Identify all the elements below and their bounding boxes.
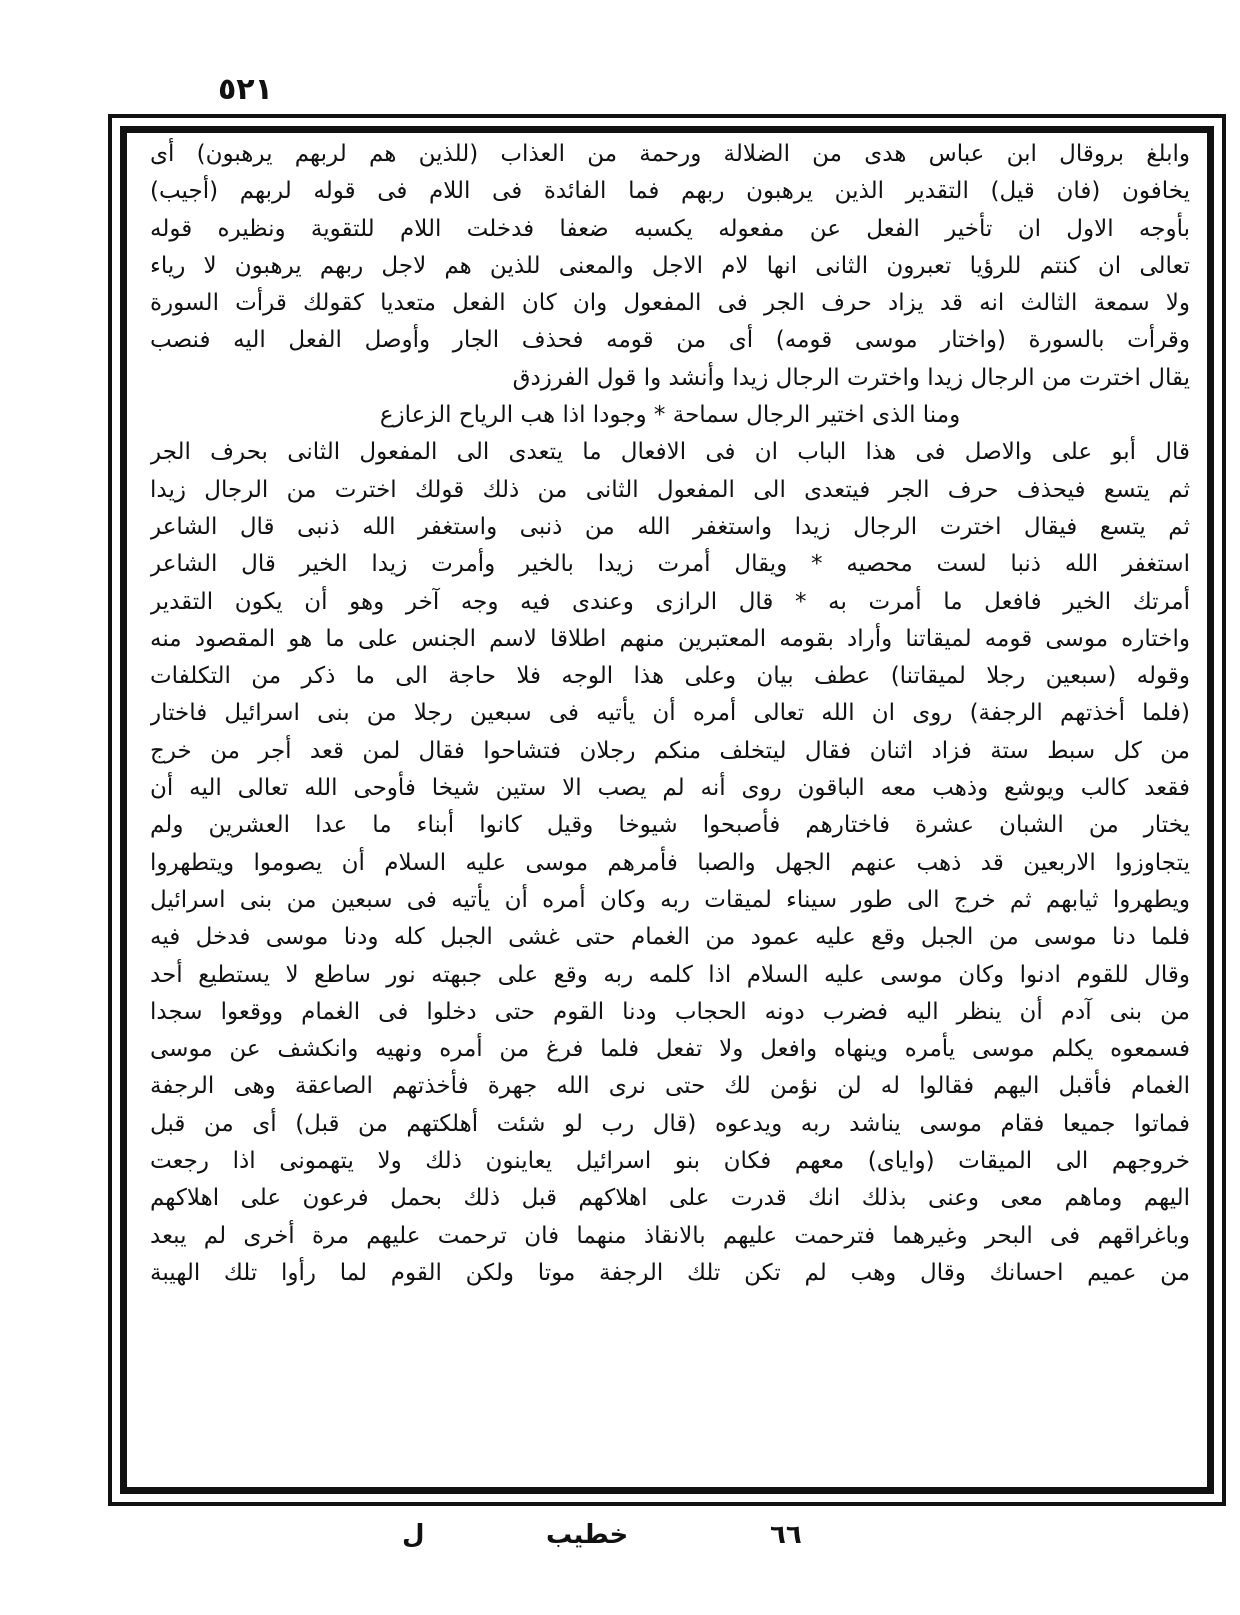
text-line: أمرتك الخير فافعل ما أمرت به * قال الرازى وعندى فيه وجه آخر وهو أن يكون التقدير (150, 588, 1190, 615)
text-line: ويطهروا ثيابهم ثم خرج الى طور سيناء لميقات ربه وكان أمره أن يأتيه فى سبعين من بنى اسرائيل (150, 886, 1190, 913)
text-line: اليهم وماهم معى وعنى بذلك انك قدرت على اهلاكهم قبل ذلك بحمل فرعون على اهلاكهم (150, 1185, 1190, 1212)
text-line: الغمام فأقبل اليهم فقالوا له لن نؤمن لك حتى نرى الله جهرة فأخذتهم الصاعقة وهى الرجفة (150, 1073, 1190, 1100)
footer-letter: ل (402, 1520, 425, 1550)
text-line: ثم يتسع فيحذف حرف الجر فيتعدى الى المفعول الثانى من ذلك قولك اخترت من الرجال زيدا (150, 476, 1190, 503)
text-line: من كل سبط ستة فزاد اثنان فقال ليتخلف منكم رجلان فتشاحوا فقال لمن قعد أجر من خرج (150, 737, 1190, 764)
text-line: يختار من الشبان عشرة فاختارهم فأصبحوا شيوخا وقيل كانوا أبناء ما عدا العشرين ولم (150, 812, 1190, 839)
text-line: فسمعوه يكلم موسى يأمره وينهاه وافعل ولا تفعل فلما فرغ من أمره ونهيه وانكشف عن موسى (150, 1036, 1190, 1063)
page-footer (0, 1520, 1240, 1560)
text-line: فقعد كالب ويوشع وذهب معه الباقون روى أنه لم يصب الا ستين شيخا فأوحى الله تعالى اليه أن (150, 775, 1190, 802)
text-line: وباغراقهم فى البحر وغيرهما فترحمت عليهم بالانقاذ منهما فان ترحمت عليهم مرة أخرى لم يبعد (150, 1222, 1190, 1249)
text-line: استغفر الله ذنبا لست محصيه * ويقال أمرت زيدا بالخير وأمرت زيدا الخير قال الشاعر (150, 551, 1190, 578)
page-number: ٥٢١ (218, 72, 273, 107)
text-line: فماتوا جميعا فقام موسى يناشد ربه ويدعوه (قال رب لو شئت أهلكتهم من قبل) أى من قبل (150, 1110, 1190, 1137)
text-line: وقوله (سبعين رجلا لميقاتنا) عطف بيان وعلى هذا الوجه فلا حاجة الى ما ذكر من التكلفات (150, 663, 1190, 690)
text-body (150, 136, 1190, 1480)
text-line: واختاره موسى قومه لميقاتنا وأراد بقومه المعتبرين منهم اطلاقا لاسم الجنس على ما هو المقصود منه (150, 625, 1190, 652)
text-line: (فلما أخذتهم الرجفة) روى ان الله تعالى أمره أن يأتيه فى سبعين رجلا من بنى اسرائيل فاختار (150, 700, 1190, 727)
text-line: وابلغ بروقال ابن عباس هدى من الضلالة ورحمة من العذاب (للذين هم لربهم يرهبون) أى (150, 141, 1190, 167)
text-line: يخافون (فان قيل) التقدير الذين يرهبون ربهم فما الفائدة فى اللام فى قوله لربهم (أجيب) (150, 178, 1190, 205)
text-line: وقرأت بالسورة (واختار موسى قومه) أى من قومه فحذف الجار وأوصل الفعل اليه فنصب (150, 327, 1190, 354)
text-line: بأوجه الاول ان تأخير الفعل عن مفعوله يكسبه ضعفا فدخلت اللام للتقوية ونظيره قوله (150, 215, 1190, 242)
text-line: ثم يتسع فيقال اخترت الرجال زيدا واستغفر الله من ذنبى واستغفر الله ذنبى قال الشاعر (150, 513, 1190, 540)
text-line: وقال للقوم ادنوا وكان موسى عليه السلام اذا كلمه ربه وقع على جبهته نور ساطع لا يستطيع أحد (150, 961, 1190, 988)
text-line: يتجاوزوا الاربعين قد ذهب عنهم الجهل والصبا فأمرهم موسى عليه السلام أن يصوموا ويتطهروا (150, 849, 1190, 876)
poetry-verse: ومنا الذى اختير الرجال سماحة * وجودا اذا هب الرياح الزعازع (379, 402, 961, 429)
text-line: قال أبو على والاصل فى هذا الباب ان فى الافعال ما يتعدى الى المفعول الثانى بحرف الجر (150, 439, 1190, 466)
footer-number: ٦٦ (770, 1520, 802, 1550)
text-line: من بنى آدم أن ينظر اليه فضرب دونه الحجاب ودنا القوم حتى دخلوا فى الغمام ووقعوا سجدا (150, 998, 1190, 1025)
text-line: ولا سمعة الثالث انه قد يزاد حرف الجر فى المفعول وان كان الفعل متعديا كقولك قرأت السورة (150, 290, 1190, 317)
text-line: يقال اخترت من الرجال زيدا واخترت الرجال زيدا وأنشد وا قول الفرزدق (512, 364, 1190, 391)
text-line: من عميم احسانك وقال وهب لم تكن تلك الرجفة موتا ولكن القوم لما رأوا تلك الهيبة (150, 1259, 1190, 1286)
text-line: فلما دنا موسى من الجبل وقع عليه عمود من الغمام حتى غشى الجبل كله ودنا موسى فدخل فيه (150, 924, 1190, 951)
text-line: تعالى ان كنتم للرؤيا تعبرون الثانى انها لام الاجل والمعنى للذين هم لاجل ربهم يرهبون لا رياء (150, 252, 1190, 279)
footer-word: خطيب (546, 1520, 629, 1550)
text-line: خروجهم الى الميقات (واياى) معهم فكان بنو اسرائيل يعاينون ذلك ولا يتهمونى اذا رجعت (150, 1148, 1190, 1175)
